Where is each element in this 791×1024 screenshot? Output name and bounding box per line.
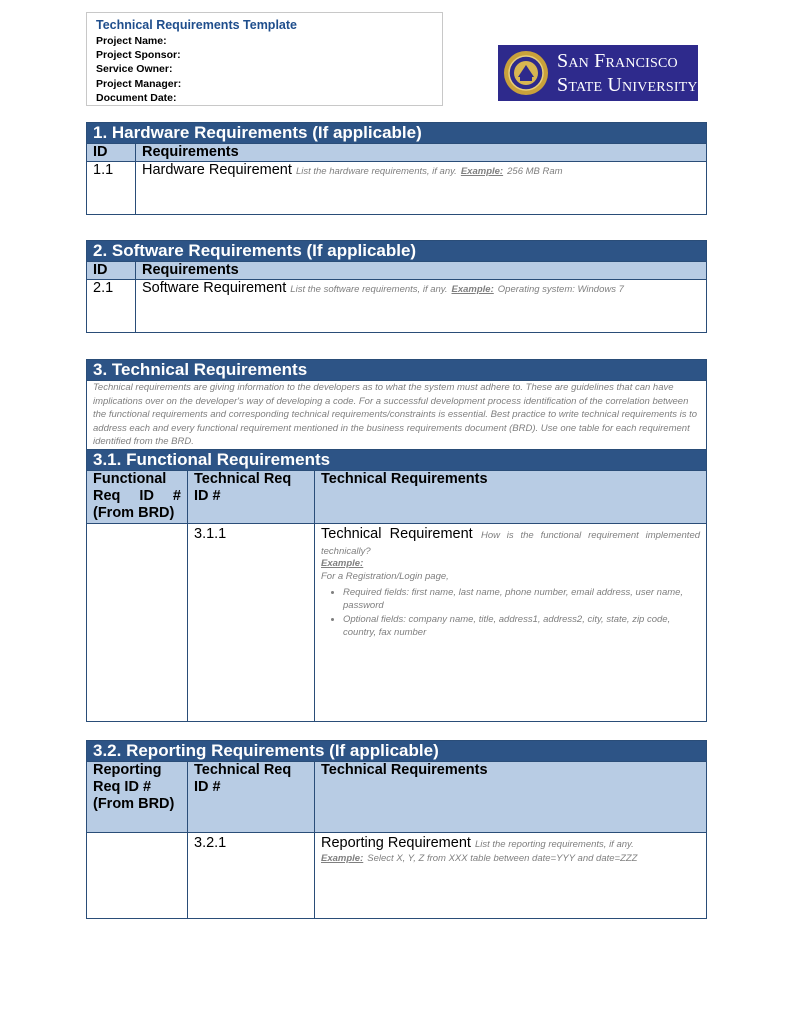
- section-title: 3.2. Reporting Requirements (If applicable): [87, 741, 707, 762]
- document-header: [86, 12, 443, 106]
- university-logo: [498, 45, 698, 101]
- university-seal-icon: [503, 50, 549, 96]
- document-title: Technical Requirements Template: [96, 18, 297, 32]
- subsection-title: 3.1. Functional Requirements: [87, 450, 707, 471]
- project-manager-label: Project Manager:: [96, 77, 182, 90]
- service-owner-label: Service Owner:: [96, 63, 173, 76]
- row-id: 3.2.1: [188, 833, 315, 919]
- example-label: Example:: [460, 166, 504, 177]
- example-bullet-list: [321, 587, 700, 639]
- reporting-req-id-cell: [87, 833, 188, 919]
- reporting-requirements-table: [86, 740, 707, 919]
- requirement-hint: List the reporting requirements, if any.: [474, 839, 634, 850]
- row-id: 3.1.1: [188, 524, 315, 722]
- row-id: 2.1: [87, 280, 136, 333]
- requirement-cell: [315, 833, 707, 919]
- section-title: 1. Hardware Requirements (If applicable): [87, 123, 707, 144]
- project-sponsor-label: Project Sponsor:: [96, 49, 181, 62]
- column-header-technical-req-id: Technical Req ID #: [188, 762, 315, 833]
- column-header-technical-requirements: Technical Requirements: [315, 471, 707, 524]
- example-text: Operating system: Windows 7: [497, 284, 624, 295]
- column-header-technical-requirements: Technical Requirements: [315, 762, 707, 833]
- section-title: 2. Software Requirements (If applicable): [87, 241, 707, 262]
- example-text: Select X, Y, Z from XXX table between date=YYY and date=ZZZ: [367, 853, 638, 864]
- example-label: Example:: [451, 284, 494, 295]
- software-requirements-table: [86, 240, 707, 333]
- example-label: Example:: [321, 853, 364, 864]
- column-header-id: ID: [87, 144, 136, 162]
- hardware-requirements-table: [86, 122, 707, 215]
- example-text: 256 MB Ram: [507, 166, 563, 177]
- section-intro: Technical requirements are giving information to the developers as to what the system must adhere to. These are guidelines that can have implications over on the developer's way of developing a code. For a successful development process identification of the correlation between the functional requirements and corresponding technical requirements/constraints is essential. Best practice to write technical requirements is to address each and every functional requirement mentioned in the business requirements document (BRD). Use one table for each requirement identified from the BRD.: [87, 381, 707, 450]
- list-item: • Required fields: first name, last name, phone number, email address, user name, password: [343, 587, 700, 612]
- section-title: 3. Technical Requirements: [87, 360, 707, 381]
- requirement-hint: How is the functional requirement implemented technically?: [321, 530, 701, 557]
- requirement-cell: [136, 280, 707, 333]
- column-header-requirements: Requirements: [136, 144, 707, 162]
- logo-line-1: San Francisco: [557, 50, 678, 72]
- column-header-reporting-req-id: Reporting Req ID # (From BRD): [87, 762, 188, 833]
- column-header-technical-req-id: Technical Req ID #: [188, 471, 315, 524]
- requirement-label: Hardware Requirement: [142, 162, 292, 178]
- functional-req-id-cell: [87, 524, 188, 722]
- example-intro: For a Registration/Login page,: [321, 571, 449, 582]
- column-header-requirements: Requirements: [136, 262, 707, 280]
- requirement-cell: [136, 162, 707, 215]
- column-header-id: ID: [87, 262, 136, 280]
- requirement-hint: List the hardware requirements, if any.: [295, 166, 457, 177]
- logo-line-2: State University: [557, 74, 698, 96]
- example-label: Example:: [321, 558, 364, 569]
- requirement-label: Reporting Requirement: [321, 835, 471, 851]
- requirement-hint: List the software requirements, if any.: [290, 284, 448, 295]
- column-header-functional-req-id: Functional Req ID # (From BRD): [87, 471, 188, 524]
- requirement-label: Technical Requirement: [321, 526, 473, 542]
- requirement-cell: [315, 524, 707, 722]
- row-id: 1.1: [87, 162, 136, 215]
- technical-requirements-table: [86, 359, 707, 722]
- document-date-label: Document Date:: [96, 91, 177, 104]
- list-item: • Optional fields: company name, title, address1, address2, city, state, zip code, country, fax number: [343, 614, 700, 639]
- requirement-label: Software Requirement: [142, 280, 287, 296]
- project-name-label: Project Name:: [96, 35, 167, 47]
